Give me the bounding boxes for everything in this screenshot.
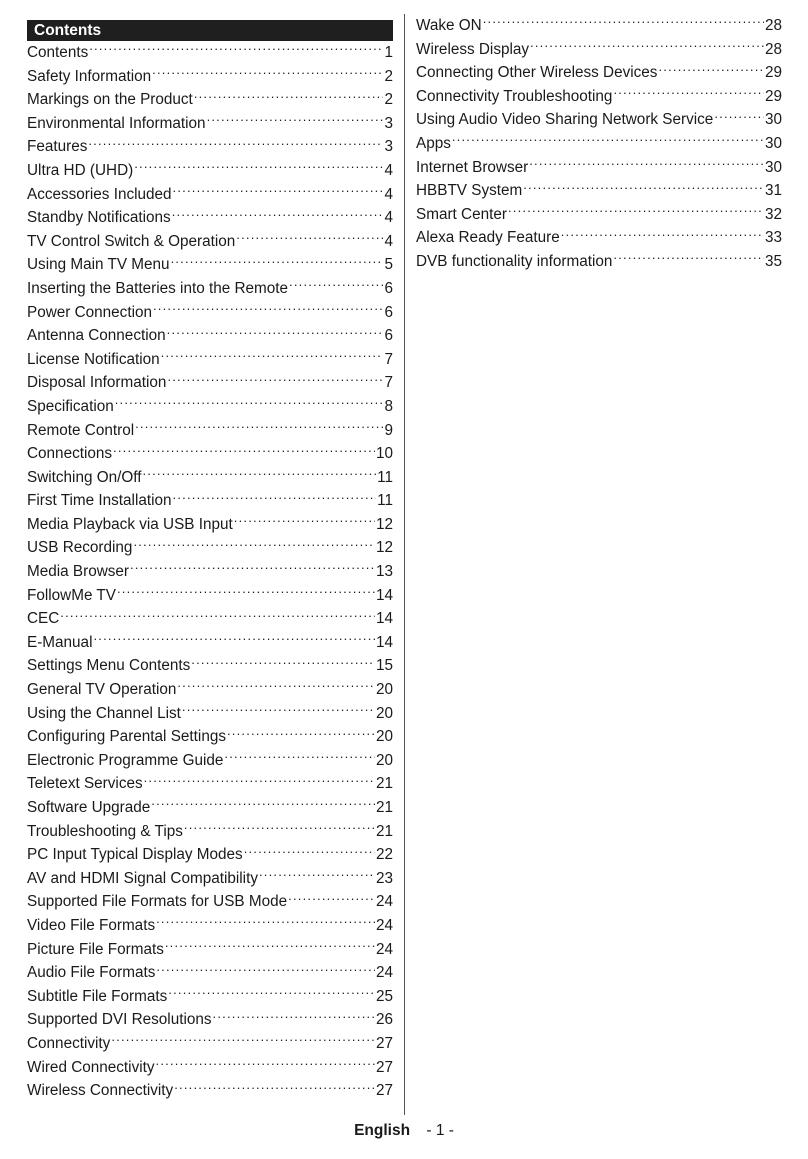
toc-entry-page: 20: [375, 728, 393, 746]
toc-entry[interactable]: [416, 38, 782, 62]
toc-entry-page: 10: [375, 445, 393, 463]
toc-leader-dots: [143, 466, 377, 481]
toc-entry-title: Smart Center: [416, 205, 507, 223]
toc-entry-page: 30: [764, 134, 782, 152]
toc-leader-dots: [530, 38, 764, 53]
toc-leader-dots: [613, 251, 764, 266]
toc-entry-title: Teletext Services: [27, 775, 143, 793]
toc-entry-page: 28: [764, 17, 782, 34]
toc-entry-title: Inserting the Batteries into the Remote: [27, 279, 289, 297]
toc-leader-dots: [134, 160, 383, 175]
toc-entry-page: 4: [384, 161, 393, 179]
toc-entry[interactable]: [27, 206, 393, 230]
toc-entry[interactable]: [416, 132, 782, 156]
toc-entry[interactable]: [27, 513, 393, 537]
toc-entry[interactable]: [27, 961, 393, 985]
toc-entry[interactable]: [27, 159, 393, 183]
toc-entry-page: 24: [375, 964, 393, 982]
toc-leader-dots: [168, 985, 375, 1000]
toc-leader-dots: [161, 348, 384, 363]
toc-entry-title: PC Input Typical Display Modes: [27, 846, 243, 864]
toc-entry-title: Wireless Display: [416, 40, 530, 58]
toc-entry[interactable]: [416, 226, 782, 250]
toc-entry-page: 14: [375, 633, 393, 651]
toc-entry[interactable]: [27, 301, 393, 325]
footer-language: English: [354, 1122, 411, 1139]
toc-entry-page: 28: [764, 40, 782, 58]
toc-entry-title: Apps: [416, 134, 451, 152]
toc-entry[interactable]: [27, 678, 393, 702]
toc-entry-page: 3: [384, 138, 393, 156]
toc-entry-title: Internet Browser: [416, 158, 529, 176]
toc-leader-dots: [113, 443, 375, 458]
toc-entry[interactable]: [27, 348, 393, 372]
toc-entry[interactable]: [27, 890, 393, 914]
toc-entry[interactable]: [416, 85, 782, 109]
toc-leader-dots: [152, 65, 383, 80]
toc-entry-page: 21: [375, 822, 393, 840]
toc-leader-dots: [156, 915, 375, 930]
toc-leader-dots: [508, 203, 764, 218]
toc-entry[interactable]: [27, 135, 393, 159]
toc-entry[interactable]: [416, 203, 782, 227]
toc-entry-page: 12: [375, 515, 393, 533]
toc-leader-dots: [115, 396, 384, 411]
toc-entry[interactable]: [27, 584, 393, 608]
toc-leader-dots: [171, 254, 384, 269]
toc-entry-title: Connectivity: [27, 1034, 111, 1052]
toc-entry[interactable]: [27, 395, 393, 419]
toc-entry[interactable]: [27, 1032, 393, 1056]
toc-leader-dots: [207, 112, 384, 127]
toc-entry-page: 27: [375, 1058, 393, 1076]
toc-entry-page: 35: [764, 252, 782, 270]
toc-leader-dots: [236, 230, 383, 245]
toc-entry[interactable]: [27, 914, 393, 938]
toc-entry-title: Environmental Information: [27, 114, 206, 132]
toc-entry-title: Power Connection: [27, 303, 152, 321]
toc-entry-title: Disposal Information: [27, 374, 167, 392]
toc-leader-dots: [165, 938, 375, 953]
column-divider: [404, 14, 405, 1115]
toc-leader-dots: [244, 844, 375, 859]
toc-entry-page: 4: [384, 185, 393, 203]
page-footer: [0, 1122, 808, 1140]
toc-entry-page: 27: [375, 1082, 393, 1100]
toc-entry-title: Markings on the Product: [27, 91, 193, 109]
toc-leader-dots: [172, 207, 384, 222]
toc-entry-title: Supported File Formats for USB Mode: [27, 893, 288, 911]
toc-entry-title: AV and HDMI Signal Compatibility: [27, 869, 258, 887]
toc-entry-title: Connections: [27, 445, 113, 463]
toc-leader-dots: [173, 183, 384, 198]
toc-entry-title: License Notification: [27, 350, 160, 368]
toc-entry-page: 8: [384, 397, 393, 415]
toc-entry[interactable]: [27, 654, 393, 678]
toc-leader-dots: [156, 962, 375, 977]
toc-leader-dots: [213, 1009, 375, 1024]
toc-leader-dots: [288, 891, 375, 906]
toc-entry[interactable]: [27, 772, 393, 796]
toc-leader-dots: [60, 608, 375, 623]
footer-page-number: - 1 -: [426, 1122, 454, 1139]
toc-entry-page: 9: [384, 421, 393, 439]
toc-leader-dots: [194, 89, 384, 104]
toc-entry-title: Connectivity Troubleshooting: [416, 87, 613, 105]
toc-leader-dots: [111, 1033, 375, 1048]
toc-entry[interactable]: [27, 560, 393, 584]
toc-entry[interactable]: [27, 419, 393, 443]
toc-entry-title: Wireless Connectivity: [27, 1082, 174, 1100]
toc-leader-dots: [483, 15, 764, 30]
toc-entry[interactable]: [27, 725, 393, 749]
toc-leader-dots: [227, 726, 375, 741]
toc-entry-title: Ultra HD (UHD): [27, 161, 134, 179]
toc-leader-dots: [167, 372, 383, 387]
toc-entry[interactable]: [27, 489, 393, 513]
toc-entry[interactable]: [27, 796, 393, 820]
toc-leader-dots: [224, 750, 375, 765]
toc-leader-dots: [182, 702, 375, 717]
toc-entry[interactable]: [27, 536, 393, 560]
toc-entry[interactable]: [27, 749, 393, 773]
toc-entry[interactable]: [416, 250, 782, 274]
toc-entry-title: Video File Formats: [27, 916, 156, 934]
toc-entry-page: 20: [375, 681, 393, 699]
toc-entry-page: 24: [375, 940, 393, 958]
toc-entry-page: 24: [375, 893, 393, 911]
toc-leader-dots: [88, 136, 383, 151]
toc-entry[interactable]: [27, 88, 393, 112]
toc-entry-title: Specification: [27, 397, 114, 415]
toc-entry-title: Media Browser: [27, 563, 130, 581]
toc-leader-dots: [289, 278, 383, 293]
toc-entry-title: Accessories Included: [27, 185, 172, 203]
toc-entry-page: 6: [384, 279, 393, 297]
toc-entry-page: 1: [384, 44, 393, 61]
toc-entry[interactable]: [27, 253, 393, 277]
toc-entry[interactable]: [416, 61, 782, 85]
toc-leader-dots: [658, 62, 764, 77]
toc-entry-page: 2: [384, 91, 393, 109]
toc-entry-page: 20: [375, 704, 393, 722]
toc-entry-title: Switching On/Off: [27, 468, 142, 486]
toc-entry-title: Troubleshooting & Tips: [27, 822, 183, 840]
toc-leader-dots: [529, 156, 764, 171]
toc-entry[interactable]: [416, 156, 782, 180]
toc-entry-page: 4: [384, 232, 393, 250]
toc-entry-title: Standby Notifications: [27, 209, 171, 227]
toc-leader-dots: [523, 180, 764, 195]
toc-entry-title: Contents: [27, 44, 89, 61]
toc-entry-page: 13: [375, 563, 393, 581]
toc-entry[interactable]: [27, 820, 393, 844]
toc-entry-title: Safety Information: [27, 67, 152, 85]
toc-entry[interactable]: [27, 277, 393, 301]
toc-entry[interactable]: [27, 466, 393, 490]
toc-entry[interactable]: [27, 702, 393, 726]
toc-entry-title: Antenna Connection: [27, 327, 166, 345]
toc-entry-page: 7: [384, 374, 393, 392]
toc-entry-page: 27: [375, 1034, 393, 1052]
toc-leader-dots: [135, 419, 383, 434]
toc-leader-dots: [177, 679, 375, 694]
toc-entry[interactable]: [27, 371, 393, 395]
toc-entry-title: First Time Installation: [27, 492, 172, 510]
toc-entry-page: 29: [764, 64, 782, 82]
toc-entry-page: 24: [375, 916, 393, 934]
toc-leader-dots: [156, 1056, 375, 1071]
toc-entry[interactable]: [27, 938, 393, 962]
toc-entry-title: Software Upgrade: [27, 799, 151, 816]
toc-entry-title: Subtitle File Formats: [27, 987, 168, 1005]
toc-entry[interactable]: [27, 1056, 393, 1080]
toc-leader-dots: [714, 109, 764, 124]
toc-entry-page: 23: [375, 869, 393, 887]
toc-leader-dots: [173, 490, 377, 505]
toc-entry-title: Media Playback via USB Input: [27, 515, 233, 533]
toc-entry-page: 14: [375, 610, 393, 628]
toc-entry-page: 20: [375, 751, 393, 769]
toc-entry-page: 31: [764, 182, 782, 200]
toc-entry-page: 5: [384, 256, 393, 274]
toc-leader-dots: [184, 820, 375, 835]
toc-entry-page: 30: [764, 111, 782, 129]
toc-entry-page: 3: [384, 114, 393, 132]
toc-entry-title: Connecting Other Wireless Devices: [416, 64, 658, 82]
toc-entry-page: 30: [764, 158, 782, 176]
toc-entry-page: 2: [384, 67, 393, 85]
toc-entry-title: Using the Channel List: [27, 704, 181, 722]
toc-leader-dots: [234, 514, 375, 529]
toc-leader-dots: [93, 632, 375, 647]
toc-entry[interactable]: [27, 843, 393, 867]
toc-entry-title: Remote Control: [27, 421, 135, 439]
toc-entry-page: 33: [764, 229, 782, 247]
toc-entry-page: 26: [375, 1011, 393, 1029]
toc-entry-page: 29: [764, 87, 782, 105]
toc-entry-page: 4: [384, 209, 393, 227]
toc-entry-page: 22: [375, 846, 393, 864]
toc-leader-dots: [133, 537, 375, 552]
toc-leader-dots: [561, 227, 764, 242]
toc-entry-page: 25: [375, 987, 393, 1005]
toc-entry-title: USB Recording: [27, 539, 133, 557]
toc-entry-page: 11: [377, 492, 393, 510]
toc-leader-dots: [613, 85, 764, 100]
toc-entry[interactable]: [416, 14, 782, 38]
toc-entry[interactable]: [27, 867, 393, 891]
toc-entry-page: 15: [375, 657, 393, 675]
toc-entry[interactable]: [416, 179, 782, 203]
toc-entry-title: DVB functionality information: [416, 252, 613, 270]
toc-entry-page: 6: [384, 327, 393, 345]
toc-entry-title: CEC: [27, 610, 60, 628]
toc-entry[interactable]: [27, 442, 393, 466]
toc-entry-title: FollowMe TV: [27, 586, 116, 604]
toc-entry-title: General TV Operation: [27, 681, 177, 699]
toc-entry-title: Using Main TV Menu: [27, 256, 170, 274]
toc-right-column: [416, 14, 782, 274]
toc-entry[interactable]: [27, 324, 393, 348]
toc-entry[interactable]: [27, 1079, 393, 1103]
toc-entry-page: 7: [384, 350, 393, 368]
toc-leader-dots: [151, 797, 375, 812]
toc-leader-dots: [191, 655, 375, 670]
toc-entry-title: Supported DVI Resolutions: [27, 1011, 212, 1029]
toc-entry[interactable]: [416, 108, 782, 132]
toc-entry-page: 11: [377, 468, 393, 486]
toc-entry-title: Configuring Parental Settings: [27, 728, 226, 746]
toc-leader-dots: [117, 584, 375, 599]
toc-entry-page: 6: [384, 303, 393, 321]
toc-leader-dots: [259, 867, 375, 882]
toc-entry[interactable]: [27, 230, 393, 254]
toc-entry-title: Electronic Programme Guide: [27, 751, 224, 769]
toc-entry-page: 21: [375, 799, 393, 816]
toc-left-column: [27, 41, 393, 1103]
toc-entry-title: TV Control Switch & Operation: [27, 232, 236, 250]
toc-leader-dots: [452, 133, 764, 148]
toc-entry-title: E-Manual: [27, 633, 93, 651]
toc-entry-page: 21: [375, 775, 393, 793]
toc-leader-dots: [174, 1080, 375, 1095]
toc-entry-title: Picture File Formats: [27, 940, 164, 958]
toc-entry-title: Features: [27, 138, 88, 156]
toc-entry-title: Wake ON: [416, 17, 482, 34]
toc-leader-dots: [167, 325, 384, 340]
toc-entry[interactable]: [27, 631, 393, 655]
toc-entry-title: Using Audio Video Sharing Network Service: [416, 111, 714, 129]
toc-entry[interactable]: [27, 1008, 393, 1032]
toc-entry[interactable]: [27, 183, 393, 207]
toc-entry-title: Alexa Ready Feature: [416, 229, 560, 247]
toc-entry-page: 12: [375, 539, 393, 557]
toc-entry-title: Audio File Formats: [27, 964, 156, 982]
toc-entry[interactable]: [27, 65, 393, 89]
toc-entry-title: HBBTV System: [416, 182, 523, 200]
contents-heading: Contents: [27, 20, 393, 41]
toc-entry-page: 32: [764, 205, 782, 223]
toc-entry[interactable]: [27, 41, 393, 65]
toc-leader-dots: [144, 773, 375, 788]
toc-entry[interactable]: [27, 607, 393, 631]
toc-entry-title: Wired Connectivity: [27, 1058, 155, 1076]
toc-leader-dots: [130, 561, 375, 576]
toc-leader-dots: [153, 301, 383, 316]
toc-entry-title: Settings Menu Contents: [27, 657, 191, 675]
toc-entry[interactable]: [27, 985, 393, 1009]
toc-entry-page: 14: [375, 586, 393, 604]
toc-entry[interactable]: [27, 112, 393, 136]
toc-leader-dots: [89, 42, 383, 57]
